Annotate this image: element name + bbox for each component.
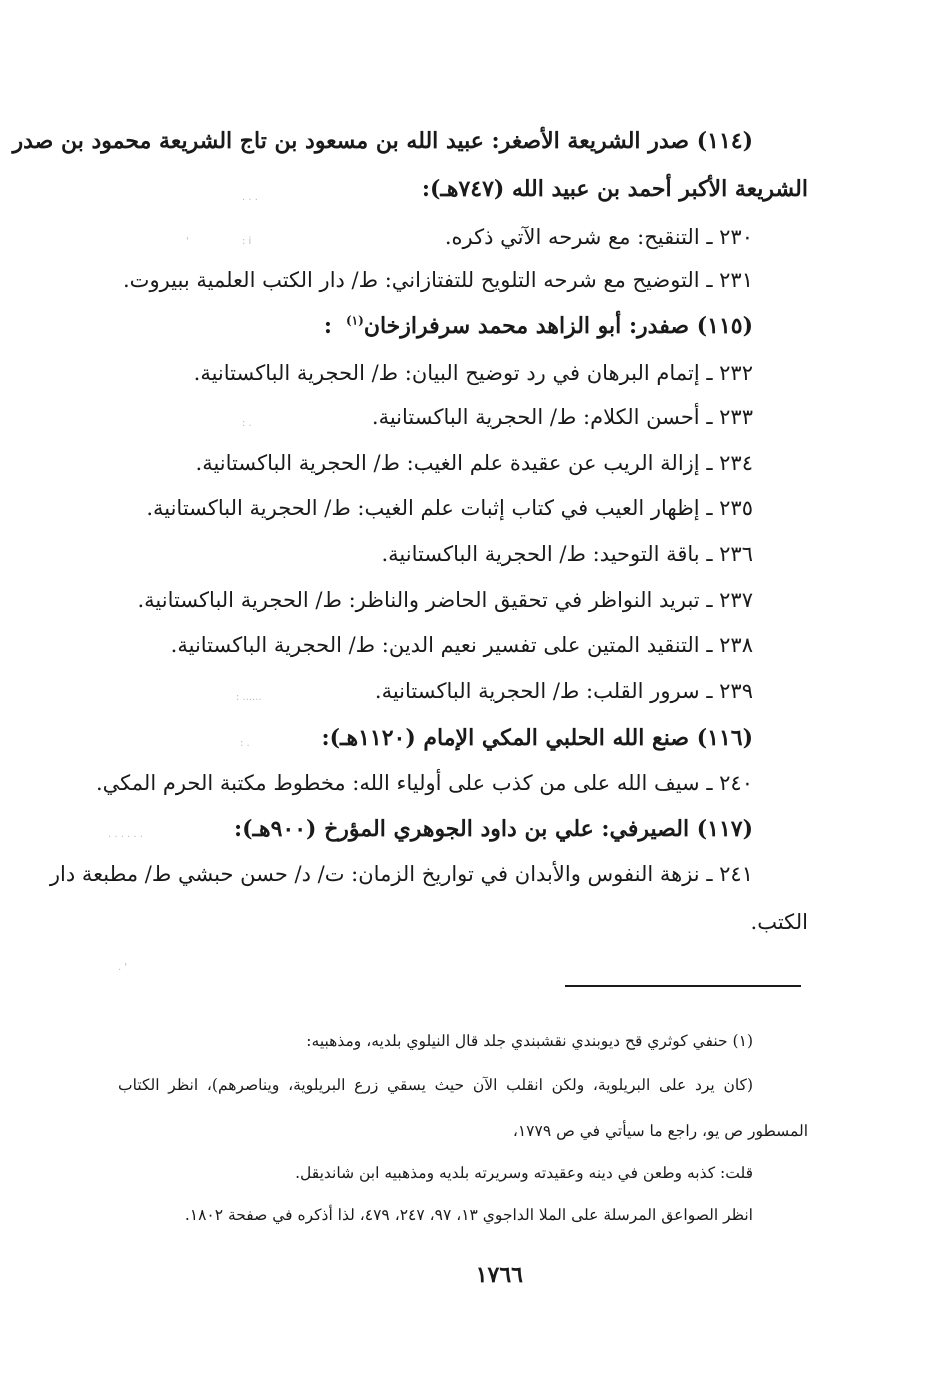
scan-speck: : i [242, 236, 252, 247]
scan-speck: . . . [242, 192, 258, 203]
book-item-235: ٢٣٥ ـ إظهار العيب في كتاب إثبات علم الغيب: ط/ الحجرية الباكستانية. [146, 496, 753, 520]
book-item-231: ٢٣١ ـ التوضيح مع شرحه التلويح للتفتازاني: ط/ دار الكتب العلمية ببيروت. [123, 268, 753, 292]
footnote-1-line4: قلت: كذبه وطعن في دينه وعقيدته وسريرته بلديه ومذهبيه ابن شانديقل. [295, 1164, 753, 1182]
scan-speck: : . [240, 738, 250, 749]
scan-speck: : . [242, 418, 252, 429]
scan-speck: . . . . . . [108, 829, 143, 840]
page-number: ١٧٦٦ [475, 1262, 523, 1288]
entry-114-heading-line1: (١١٤) صدر الشريعة الأصغر: عبيد الله بن مسعود بن تاج الشريعة محمود بن صدر [12, 128, 753, 154]
entry-115-title: (١١٥) صفدر: أبو الزاهد محمد سرفرازخان [363, 313, 753, 339]
book-item-230: ٢٣٠ ـ التنقيح: مع شرحه الآتي ذكره. [444, 225, 753, 249]
footnote-1-line5: انظر الصواعق المرسلة على الملا الداجوي ١٣، ٩٧، ٢٤٧، ٤٧٩، لذا أذكره في صفحة ١٨٠٢. [184, 1206, 753, 1224]
scan-speck: : ...... [236, 692, 262, 703]
book-item-241-line1: ٢٤١ ـ نزهة النفوس والأبدان في تواريخ الزمان: ت/ د/ حسن حبشي ط/ مطبعة دار [49, 862, 753, 886]
scan-speck: . ' [118, 962, 128, 973]
book-item-234: ٢٣٤ ـ إزالة الريب عن عقيدة علم الغيب: ط/ الحجرية الباكستانية. [195, 451, 753, 475]
book-item-236: ٢٣٦ ـ باقة التوحيد: ط/ الحجرية الباكستانية. [381, 542, 753, 566]
entry-114-heading-line2: الشريعة الأكبر أحمد بن عبيد الله (٧٤٧هـ): [421, 176, 808, 202]
book-item-241-line2: الكتب. [750, 910, 808, 934]
footnote-marker: (١) [345, 313, 364, 328]
footnote-1-line3: المسطور ص يو، راجع ما سيأتي في ص ١٧٧٩، [512, 1122, 808, 1140]
footnote-1-line2: (كان يرد على البريلوية، ولكن انقلب الآن حيث يسقي زرع البريلوية، ويناصرهم)، انظر الكتاب [118, 1076, 753, 1094]
entry-116-heading: (١١٦) صنع الله الحلبي المكي الإمام (١١٢٠هـ): [321, 725, 753, 751]
book-item-237: ٢٣٧ ـ تبريد النواظر في تحقيق الحاضر والناظر: ط/ الحجرية الباكستانية. [137, 588, 753, 612]
entry-115-heading [324, 313, 753, 339]
book-item-240: ٢٤٠ ـ سيف الله على من كذب على أولياء الله: مخطوط مكتبة الحرم المكي. [96, 771, 753, 795]
book-item-239: ٢٣٩ ـ سرور القلب: ط/ الحجرية الباكستانية. [374, 679, 753, 703]
entry-115-colon: : [323, 313, 332, 339]
book-item-233: ٢٣٣ ـ أحسن الكلام: ط/ الحجرية الباكستانية. [371, 405, 753, 429]
book-item-232: ٢٣٢ ـ إتمام البرهان في رد توضيح البيان: ط/ الحجرية الباكستانية. [193, 361, 753, 385]
footnote-separator [565, 985, 801, 987]
scan-speck: ' [186, 236, 189, 247]
entry-117-heading: (١١٧) الصيرفي: علي بن داود الجوهري المؤرخ (٩٠٠هـ): [234, 816, 753, 842]
footnote-1-line1: (١) حنفي كوثري قح ديوبندي نقشبندي جلد قال النيلوي بلديه، ومذهبيه: [306, 1032, 753, 1050]
book-item-238: ٢٣٨ ـ التنقيد المتين على تفسير نعيم الدين: ط/ الحجرية الباكستانية. [170, 633, 753, 657]
